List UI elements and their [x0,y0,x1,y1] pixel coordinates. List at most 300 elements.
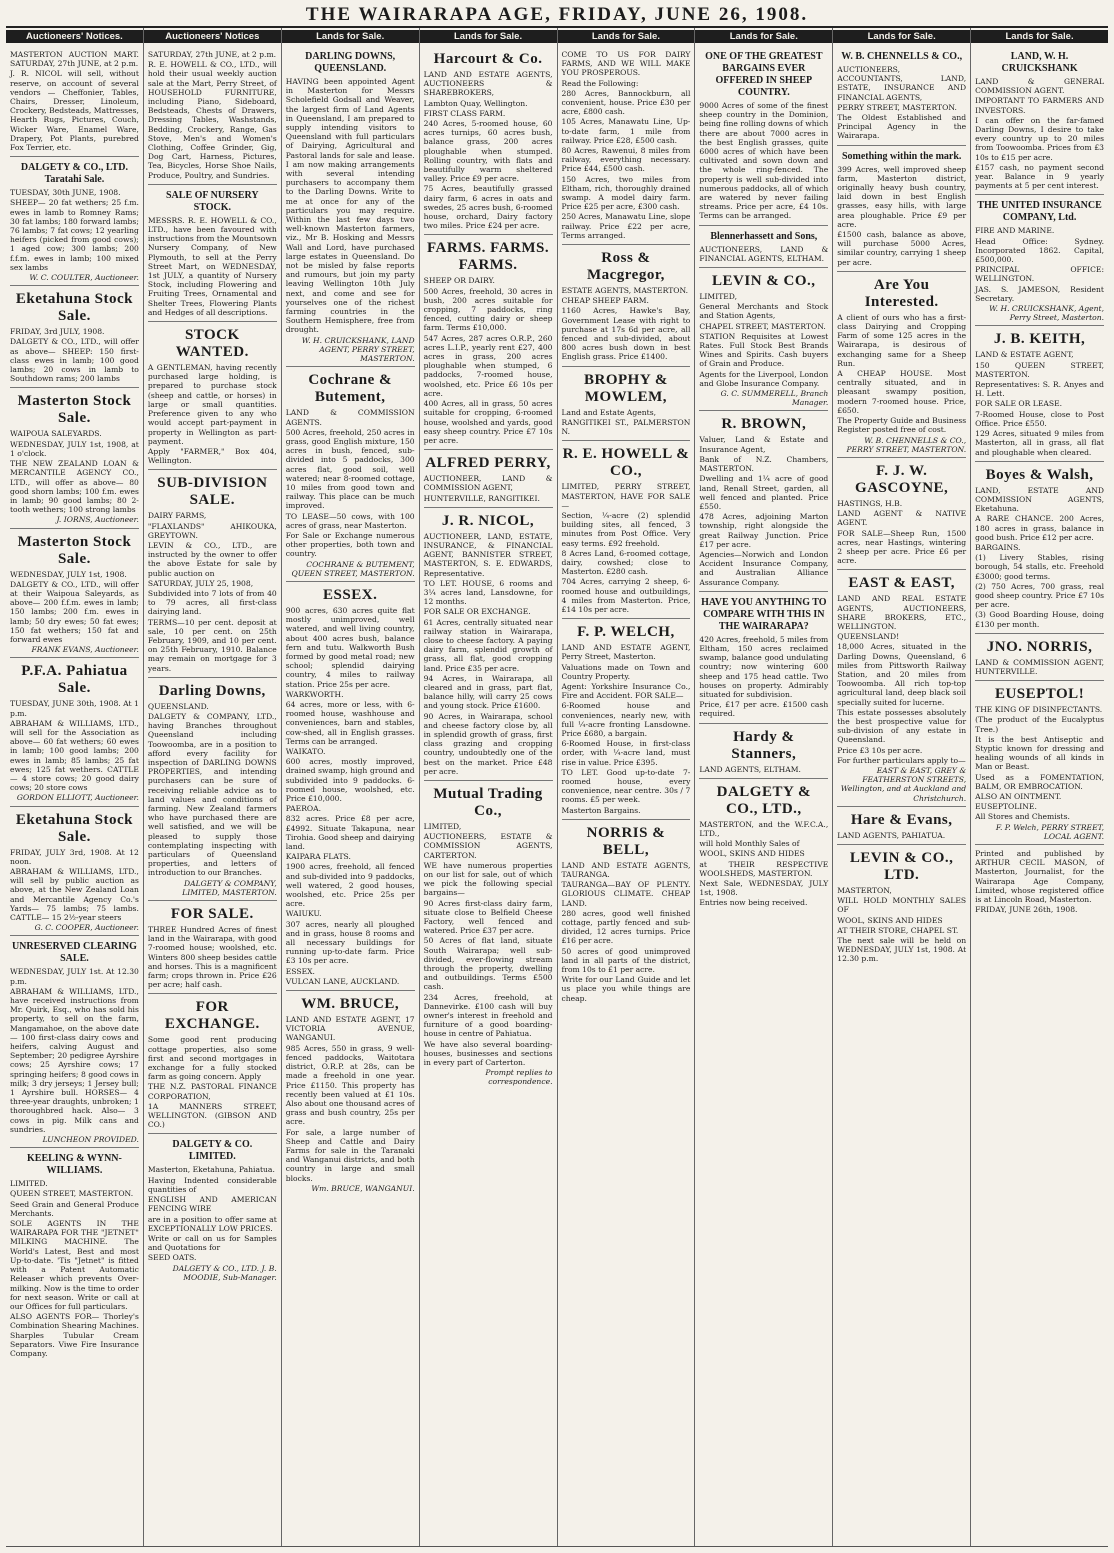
ad-paragraph: COME TO US FOR DAIRY FARMS, AND WE WILL MAKE YOU PROSPEROUS. [561,50,691,78]
ad-paragraph: For Sale or Exchange numerous other properties, both town and country. [285,530,415,559]
ad-paragraph: Read the Following: [561,78,639,88]
advertisement [148,185,277,322]
ad-paragraph: FOR SALE OR EXCHANGE. [423,607,531,617]
ad-title: F. P. WELCH, [577,624,675,641]
ad-title: DALGETY & CO., LTD. Taratahi Sale. [20,162,128,186]
ad-paragraph: 250 Acres, Manawatu Line, slope railway. Price £22 per acre, Terms arranged. [561,212,691,240]
ad-paragraph: LEVIN & CO., LTD., are instructed by the owner to offer the above Estate for sale by public auction on [147,540,277,578]
advertisement [975,681,1104,845]
column-header: Auctioneers' Notices [144,30,281,43]
ad-paragraph: 600 acres, mostly improved, drained swamp, high ground and subdivided into 9 paddocks. 6-roomed house, woolshed, etc. Price £10,000. [285,757,415,804]
ad-paragraph: 90 Acres, in Wairarapa, school and cheese factory close by, all in splendid growth of grass, first class grazing and cropping country, undoubtedly one of the best on the market. Price £48 per acre. [423,711,553,776]
ad-signature: J. IORNS, Auctioneer. [56,515,139,525]
ad-paragraph: HASTINGS, H.B. [837,498,903,508]
ad-title: HAVE YOU ANYTHING TO COMPARE WITH THIS IN THE WAIRARAPA? [701,596,827,632]
column-header: Lands for Sale. [833,30,970,43]
ad-paragraph: A GENTLEMAN, having recently purchased large holding, is prepared to purchase stock (sheep and cattle, or horses) in large or small quantities. Preference given to any who would accept part-payment in property in Wellington as part-payment. [147,363,277,446]
advertisement [837,146,966,272]
ad-paragraph: 18,000 Acres, situated in the Darling Downs, Queensland, 6 miles from Pittsworth Railway Station, and 20 miles from Toowoomba. All rich top-top agricultural land, deep black soil specially suited for lucerne. [837,642,967,707]
ad-paragraph: Valuations made on Town and Country Property. [561,662,691,681]
ad-title: DARLING DOWNS, QUEENSLAND. [305,51,396,74]
ad-paragraph: WAIPOUA SALEYARDS. [10,429,102,439]
ad-paragraph: are in a position to offer same at EXCEPTIONALLY LOW PRICES. [147,1214,277,1233]
ad-paragraph: THE N.Z. PASTORAL FINANCE CORPORATION, [147,1082,277,1101]
ad-paragraph: 500 Acres, freehold, 30 acres in bush, 200 acres suitable for cropping, 7 paddocks, ring fenced, cutting dairy or sheep farm. Terms £10,000. [423,286,553,333]
advertisement [562,820,691,1007]
ad-title: EUSEPTOL! [994,686,1085,703]
ad-paragraph: LAND AND ESTATE AGENT, Perry Street, Masterton. [561,643,691,662]
advertisement [562,46,691,245]
ad-paragraph: LAND AGENTS, ELTHAM. [699,764,801,774]
ad-paragraph: SHEEP— 20 fat wethers; 25 f.m. ewes in lamb to Romney Rams; 30 fat lambs; 180 forward lambs; 76 lambs; 7 fat cows; 12 yearling heifers (picked from good cows); 1 aged cow; 300 lambs; 200 f.f.m. ewes in lamb; 100 mixed sex lambs [10,198,139,272]
ad-paragraph: FOR SALE—Sheep Run, 1500 acres, near Hastings, wintering 2 sheep per acre. Price £6 per acre. [837,528,967,566]
column-5 [558,28,696,1546]
ad-paragraph: Masterton Bargains. [561,805,641,815]
advertisement [10,157,139,286]
ad-paragraph: (The product of the Eucalyptus Tree.) [975,715,1104,734]
advertisement [148,994,277,1134]
advertisement [837,570,966,806]
ad-paragraph: Section, ¼-acre (2) splendid building sites, all fenced, 3 minutes from Post Office. Very easy terms. £92 freehold. [561,510,691,548]
ad-paragraph: WEDNESDAY, JULY 1st. At 12.30 p.m. [10,967,139,986]
ad-paragraph: TUESDAY, 30th JUNE, 1908. [10,188,121,198]
ad-paragraph: TAURANGA—BAY OF PLENTY. GLORIOUS CLIMATE. CHEAP LAND. [561,880,691,908]
column-4 [420,28,558,1546]
ad-signature: FRANK EVANS, Auctioneer. [31,645,139,655]
advertisement [148,46,277,185]
column-6 [695,28,833,1546]
advertisement [10,936,139,1148]
advertisement [424,508,553,781]
ad-paragraph: Subdivided into 7 lots of from 40 to 79 acres, all first-class dairying land. [147,588,277,617]
ad-paragraph: WOOL, SKINS AND HIDES [837,915,943,925]
advertisement [699,226,828,268]
ad-title: W. B. CHENNELLS & CO., [841,51,963,62]
ad-paragraph: The next sale will be held on WEDNESDAY, JULY 1st, 1908. At 12.30 p.m. [837,936,967,964]
ad-paragraph: ALSO AGENTS FOR— Thorley's Combination Shearing Machines. Sharples Tubular Cream Separators. Viwe Fire Insurance Company. [10,1312,139,1358]
ad-paragraph: The Oldest Established and Principal Agency in the Wairarapa. [837,113,967,141]
ad-paragraph: 6-Roomed House, in first-class order, with ¼-acre land, must rise in value. Price £395. [561,739,691,767]
advertisement [699,779,828,912]
ad-paragraph: 985 Acres, 550 in grass, 9 well-fenced paddocks, Waitotara district, O.R.P. at 28s, can be made a freehold in one year. Price £1150. This property has recently been valued at £1 10s. Also about one thousand acres of grass and bush country, 25s per acre. [285,1043,415,1127]
ad-title: Ross & Macgregor, [586,250,665,284]
ad-paragraph: Agents for the Liverpool, London and Globe Insurance Company. [699,369,829,388]
ad-paragraph: AUCTIONEER, LAND, ESTATE, INSURANCE, & FINANCIAL AGENT, BANNISTER STREET, MASTERTON, S. E. EDWARDS, Representative. [423,531,553,578]
ad-paragraph: THE NEW ZEALAND LOAN & MERCANTILE AGENCY CO., LTD., will offer as above— 80 good shorn lambs; 100 f.m. ewes in lamb; 90 good lambs; 80 2-tooth wethers; 100 strong lambs [10,459,139,515]
ad-title: JNO. NORRIS, [986,638,1093,655]
ad-paragraph: 129 Acres, situated 9 miles from Masterton, all in grass, all flat and ploughable when cleared. [975,429,1104,457]
ad-title: DALGETY & CO., LTD., [716,783,811,817]
advertisement [837,458,966,570]
ad-paragraph: RANGITIKEI ST., PALMERSTON N. [561,417,691,437]
ad-title: Something within the mark. [841,150,962,162]
ad-signature: G. C. SUMMERELL, Branch Manager. [720,389,829,408]
ad-paragraph: Lambton Quay, Wellington. [423,98,528,108]
ad-title: EAST & EAST, [848,575,956,592]
ad-signature: Prompt replies to correspondence. [485,1068,553,1087]
ad-paragraph: WARKWORTH. [285,689,344,699]
ad-signature: DALGETY & CO., LTD. J. B. MOODIE, Sub-Manager. [172,1263,277,1282]
ad-paragraph: 50 acres of good unimproved land in all parts of the district, from 10s to £1 per acre. [561,946,691,975]
ad-paragraph: FRIDAY, JULY 3rd, 1908. At 12 noon. [10,847,139,866]
ad-title: NORRIS & BELL, [586,824,666,858]
ad-paragraph: KAIPARA FLATS. [285,852,351,862]
ad-title: Masterton Stock Sale. [17,393,132,427]
ad-title: Hardy & Stanners, [731,728,797,762]
ad-paragraph: LAND & ESTATE AGENT, [975,350,1074,360]
advertisement [699,46,828,226]
ad-paragraph: FRIDAY, JUNE 26th, 1908. [975,905,1078,915]
ad-paragraph: ABRAHAM & WILLIAMS, LTD., will sell for the Association as above— 60 fat wethers; 60 ewes in lamb; 100 good lambs; 200 ewes in lamb; 85 lambs; 25 fat ewes; 125 fat wethers. CATTLE— 4 store cows; 20 good dairy cows; 20 store cows [10,718,139,793]
column-header: Lands for Sale. [971,30,1108,43]
ad-paragraph: AT THEIR STORE, CHAPEL ST. [837,925,959,935]
advertisement [148,901,277,994]
ad-title: KEELING & WYNN-WILLIAMS. [27,1153,122,1177]
advertisement [699,268,828,411]
masthead: THE WAIRARAPA AGE, FRIDAY, JUNE 26, 1908. [6,4,1108,28]
column-header: Auctioneers' Notices. [6,30,143,43]
ad-signature: G. C. COOPER, Auctioneer. [34,923,139,933]
ad-paragraph: 64 acres, more or less, with 6-roomed house, washhouse and conveniences, barn and stables, cow-shed, all in English grasses. Terms can be arranged. [285,699,415,746]
ad-title: STOCK WANTED. [175,327,249,361]
advertisement [975,326,1104,461]
ad-paragraph: SHEEP OR DAIRY. [423,276,495,286]
ad-signature: DALGETY & COMPANY, LIMITED, MASTERTON. [182,878,277,897]
ad-paragraph: Used as a FOMENTATION, BALM, OR EMBROCATION. [975,772,1104,791]
ad-paragraph: LAND AGENT & NATIVE AGENT. [837,509,967,528]
ad-paragraph: HAVING been appointed Agent in Masterton for Messrs Scholefield Godsall and Weaver, the largest firm of Land Agents in Queensland, I am prepared to supply intending visitors to Queensland with full particulars of Dairying, Agricultural and Pastoral lands for sale and lease. I am now making arrangements with several intending purchasers to accompany them to the Darling Downs. Write to me at once for any of the particulars you may require. Within the last few days two well-known Masterton farmers, viz., Mr B. Hosking and Messrs Wall and Lord, have purchased large estates in Queensland. Do not be misled by false reports and rumours, but join my party leaving Wellington 10th July next, and come and see for yourselves one of the richest farming countries in the Southern Hemisphere, free from drought. [285,77,415,335]
ad-signature: W. H. CRUICKSHANK, Agent, Perry Street, Masterton. [989,304,1104,323]
ad-paragraph: WAIKATO. [285,747,326,756]
ad-paragraph: LIMITED, [423,822,462,831]
advertisement [286,367,415,582]
advertisement [148,1134,277,1284]
advertisement [699,592,828,724]
advertisement [837,807,966,845]
ad-title: Boyes & Walsh, [985,466,1094,483]
ad-paragraph: 400 Acres, all in grass, 50 acres suitable for cropping, 6-roomed house, woolshed and yards, good easy sheep country. Price £7 10s per acre. [423,399,553,445]
ad-title: LEVIN & CO., LTD. [849,850,954,883]
advertisement [286,46,415,367]
ad-paragraph: 1160 Acres, Hawke's Bay, Government Lease with right to purchase at 17s 6d per acre, all fenced and sub-divided, about 800 acres bush down in best English grass. Price £1400. [561,306,691,362]
ad-paragraph: All Stores and Chemists. [975,812,1070,822]
column-3 [282,28,420,1546]
ad-paragraph: Write for our Land Guide and let us place you while things are cheap. [561,975,691,1003]
ad-paragraph: 6-Roomed house and conveniences, nearly new, with full ¼-acre fronting Lansdowne. Price £680, a bargain. [561,701,691,738]
column-8 [971,28,1108,1546]
ad-paragraph: It is the best Antiseptic and Styptic known for dressing and healing wounds of all kinds in Man or Beast. [975,734,1104,772]
ad-paragraph: PERRY STREET, MASTERTON. [837,102,957,112]
column-header: Lands for Sale. [420,30,557,43]
ad-paragraph: MASTERTON AUCTION MART. SATURDAY, 27th JUNE, at 2 p.m. [10,50,139,69]
ad-paragraph: EUSEPTOLINE. [975,802,1037,812]
ad-paragraph: LIMITED, [699,292,738,302]
ad-signature: GORDON ELLIOTT, Auctioneer. [16,793,139,803]
ad-title: Are You Interested. [864,276,939,310]
advertisement [424,46,553,235]
ad-paragraph: 90 Acres first-class dairy farm, situate close to Belfield Cheese Factory, well fenced and watered. Price £37 per acre. [423,898,553,936]
ad-paragraph: LAND AND ESTATE AGENTS, TAURANGA. [561,860,691,879]
ad-paragraph: Agent: Yorkshire Insurance Co., Fire and Accident. FOR SALE— [561,681,691,701]
ad-paragraph: CHEAP SHEEP FARM. [561,296,649,306]
ad-paragraph: 280 Acres, Bannockburn, all convenient, house. Price £30 per acre, £800 cash. [561,88,691,117]
ad-paragraph: 832 acres. Price £8 per acre, £4992. Situate Takapuna, near Tirohia. Good sheep and dairying land. [285,814,415,852]
ad-paragraph: DALGETY & CO., LTD., will offer as above— SHEEP: 150 first-class ewes in lamb; 100 good lambs; 20 cows in lamb to Southdown rams; 200 lambs [10,337,139,384]
advertisement [699,411,828,591]
advertisement [10,807,139,937]
advertisement [286,991,415,1196]
ad-paragraph: "FLAXLANDS" AHIKOUKA, GREYTOWN. [147,521,277,540]
column-1 [6,28,144,1546]
ad-paragraph: 150 QUEEN STREET, MASTERTON. [975,360,1104,379]
advertisement [424,235,553,450]
ad-title: ONE OF THE GREATEST BARGAINS EVER OFFERED IN SHEEP COUNTRY. [705,51,823,98]
advertisement [10,529,139,659]
ad-paragraph: TO LEASE—50 cows, with 100 acres of grass, near Masterton. [285,511,415,530]
column-2 [144,28,282,1546]
ad-paragraph: ABRAHAM & WILLIAMS, LTD., have received instructions from Mr. Quirk, Esq., who has sold his property, to sell on the farm, Mangamahoe, on the above date— 100 first-class dairy cows and heifers, calving August and September; 20 pedigree Ayrshire cows; 25 Ayrshire cows; 17 springing heifers; 8 good cows in milk; 3 dry jerseys; 1 Jersey bull; 1 Ayrshire bull. HORSES— 4 three-year draughts, unbroken; 1 thoroughbred hack. Also— 3 cows in pig. Milk cans and sundries. [10,986,139,1134]
ad-paragraph: Masterton, Eketahuna, Pahiatua. [147,1165,275,1175]
ad-paragraph: WILL HOLD MONTHLY SALES OF [837,896,967,915]
ad-paragraph: will hold Monthly Sales of [699,839,800,849]
ad-signature: W. C. COULTER, Auctioneer. [29,273,139,283]
ad-paragraph: WEDNESDAY, JULY 1st, 1908. [10,569,127,579]
ad-paragraph: 7-Roomed House, close to Post Office. Price £550. [975,409,1104,428]
ad-paragraph: Representatives: S. R. Anyes and H. Lett. [975,380,1104,399]
ad-paragraph: Agencies—Norwich and London Accident Insurance Company, and Australian Alliance Assurance Company. [699,549,829,587]
ad-paragraph: DAIRY FARMS, [147,511,207,521]
advertisement [10,388,139,528]
ad-paragraph: 500 Acres, freehold, 250 acres in grass, good English mixture, 150 acres in bush, fenced, sub-divided into 5 paddocks, 300 acres flat, good soil, well watered; near 8-roomed cottage, 10 miles from good town and railway. This place can be much improved. [285,427,415,511]
ad-paragraph: Bank of N.Z. Chambers, MASTERTON. [699,454,829,474]
ad-title: ESSEX. [323,586,378,603]
ad-paragraph: £1500 cash, balance as above, will purchase 5000 Acres, similar country, carrying 1 sheep per acre. [837,230,967,267]
ad-paragraph: WOOL, SKINS AND HIDES [699,849,805,859]
ad-title: P.F.A. Pahiatua Sale. [21,663,128,697]
ad-paragraph: Some good rent producing cottage properties, also some first and second mortgages in exchange for a fully stocked farm as going concern. Apply [147,1035,277,1082]
ad-paragraph: 94 Acres, in Wairarapa, all cleared and in grass, part flat, balance hilly, will carry 25 cows and young stock. Price £1600. [423,673,553,711]
ad-title: ALFRED PERRY, [425,455,551,472]
ad-paragraph: 280 acres, good well finished cottage, partly fenced and sub-divided, 12 acres turnips. Price £16 per acre. [561,908,691,946]
ad-title: Blennerhassett and Sons, [710,230,818,242]
ad-paragraph: MESSRS. R. E. HOWELL & CO., LTD., have been favoured with instructions from the Mountsown Nursery Company, of New Plymouth, to sell at the Perry Street Mart, on WEDNESDAY, 1st JULY, a quantity of Nursery Stock, including Flowering and Fruiting Trees, Ornamental and Shelter Trees, Flowering Plants and Hedges of all descriptions. [147,215,277,317]
ad-paragraph: 50 Acres of flat land, situate South Wairarapa; well sub-divided, ever-flowing stream through the property, dwelling and outbuildings. Terms £500 cash. [423,936,553,992]
ad-paragraph: We have also several boarding-houses, businesses and sections in every part of Carterton. [423,1039,553,1068]
ad-paragraph: Valuer, Land & Estate and Insurance Agent, [699,435,829,454]
ad-paragraph: ALSO AN OINTMENT. [975,791,1062,801]
advertisement [148,322,277,470]
ad-paragraph: This estate possesses absolutely the best prospective value for sub-division of any estate in Queensland. [837,707,967,745]
ad-paragraph: Land and Estate Agents, [561,407,656,417]
ad-paragraph: General Merchants and Stock and Station Agents, [699,302,829,321]
ad-paragraph: STATION Requisites at Lowest Rates. Full Stock Best Brands Wines and Spirits. Cash buyers of Grain and Produce. [699,331,829,369]
ad-title: FARMS. FARMS. FARMS. [426,240,550,274]
advertisement [975,195,1104,326]
ad-paragraph: (1) Livery Stables, rising borough, 54 stalls, etc. Freehold £3000; good terms. [975,553,1104,581]
ad-paragraph: AUCTIONEERS, ACCOUNTANTS, LAND, ESTATE, INSURANCE AND FINANCIAL AGENTS, [837,65,967,102]
advertisement [837,845,966,968]
ad-paragraph: SEED OATS. [147,1253,197,1263]
ad-paragraph: QUEEN STREET, MASTERTON. [10,1189,134,1199]
ad-title: Cochrane & Butement, [308,372,393,406]
ad-title: THE UNITED INSURANCE COMPANY, Ltd. [977,200,1102,224]
ad-paragraph: MASTERTON, and the W.F.C.A., LTD., [699,819,829,838]
ad-signature: COCHRANE & BUTEMENT, QUEEN STREET, MASTERTON. [291,559,415,578]
ad-paragraph: LAND & COMMISSION AGENTS. [285,408,415,427]
ad-signature: EAST & EAST, GREY & FEATHERSTON STREETS, Wellington, and at Auckland and Christchurch. [840,765,967,803]
ad-paragraph: ABRAHAM & WILLIAMS, LTD., will sell by public auction as above, at the New Zealand Loan and Mercantile Agency Co.'s Yards— 75 lambs; 75 lambs. CATTLE— 15 2½-year steers [10,866,139,922]
ad-paragraph: PRINCIPAL OFFICE: WELLINGTON. [975,265,1104,284]
ad-paragraph: JAS. S. JAMESON, Resident Secretary. [975,284,1104,303]
ad-paragraph: 105 Acres, Manawatu Line, Up-to-date farm, 1 mile from railway. Price £28, £500 cash. [561,117,691,145]
ad-paragraph: Head Office: Sydney. Incorporated 1862. Capital, £500,000. [975,236,1104,265]
ad-paragraph: 240 Acres, 5-roomed house, 60 acres turnips, 60 acres bush, balance grass, 200 acres ploughable when stumped. Rolling country, with flats and beautifully warm sheltered valley. Price £9 per acre. [423,119,553,184]
ad-paragraph: 420 Acres, freehold, 5 miles from Eltham, 150 acres reclaimed swamp, balance good undulating country; now wintering 600 sheep and 175 head cattle. Two houses on property. Admirably situated for subdivision. [699,634,829,699]
ad-paragraph: For further particulars apply to— [837,755,966,765]
ad-paragraph: (2) 750 Acres, 700 grass, real good sheep country. Price £7 10s per acre. [975,581,1104,610]
advertisement [975,46,1104,195]
ad-paragraph: VULCAN LANE, AUCKLAND. [285,976,400,986]
ad-title: LAND, W. H. CRUICKSHANK [1001,51,1078,74]
ad-paragraph: R. E. HOWELL & CO., LTD., will hold their usual weekly auction sale at the Mart, Perry Street, of HOUSEHOLD FURNITURE, including Piano, Sideboard, Bedsteads, Chests of Drawers, Dressing Tables, Washstands, Bedding, Crockery, Range, Gas Stove, Men's and Women's Clothing, Coffee Grinder, Gig, Dog Cart, Harness, Pictures, Tea, Bicycles, Horse Shoe Nails, Produce, Poultry, and Sundries. [147,60,277,180]
column-header: Lands for Sale. [282,30,419,43]
ad-paragraph: Next Sale, WEDNESDAY, JULY 1st, 1908. [699,878,829,898]
ad-paragraph: A client of ours who has a first-class Dairying and Cropping Farm of some 125 acres in the Wairarapa, is desirous of exchanging same for a Sheep Run. [837,312,967,368]
ad-title: Mutual Trading Co., [433,786,543,819]
advertisement [148,678,277,901]
ad-title: BROPHY & MOWLEM, [584,371,668,405]
ad-paragraph: THE KING OF DISINFECTANTS. [975,705,1103,715]
ad-paragraph: LAND AGENTS, PAHIATUA. [837,830,946,840]
ad-title: UNRESERVED CLEARING SALE. [11,941,137,965]
ad-signature: W. H. CRUICKSHANK, LAND AGENT, PERRY STREET, MASTERTON. [301,335,415,364]
ad-paragraph: 80 Acres, Rawenui, 8 miles from railway, everything necessary. Price £44, £500 cash. [561,146,691,174]
ad-paragraph: For sale, a large number of Sheep and Cattle and Dairy Farms for sale in the Taranaki and Wanganui districts, and both country in large and small blocks. [285,1127,415,1183]
advertisement [975,845,1104,918]
advertisement [975,634,1104,681]
ad-paragraph: FIRE AND MARINE. [975,226,1055,236]
advertisement [837,272,966,458]
ad-paragraph: Apply "FARMER," Box 404, Wellington. [147,446,277,466]
ad-paragraph: WAIUKU. [285,909,322,919]
ad-paragraph: ESSEX. [285,966,315,976]
ad-paragraph: LAND AND ESTATE AGENTS, AUCTIONEERS & SHAREBROKERS, [423,70,553,98]
ad-paragraph: 1900 acres, freehold, all fenced and sub-divided into 9 paddocks, well watered, 2 good houses, woolshed, etc. Price 25s per acre. [285,862,415,909]
ad-paragraph: Dwelling and 1¼ acre of good land, Renall Street, garden, all well fenced and planted. Price £550. [699,474,829,511]
advertisement [975,462,1104,634]
ad-paragraph: (3) Good Boarding House, doing £130 per month. [975,610,1104,629]
ad-paragraph: ESTATE AGENTS, MASTERTON. [561,286,689,296]
ad-signature: W. B. CHENNELLS & CO., PERRY STREET, MASTERTON. [846,435,967,454]
advertisement [562,619,691,820]
ad-paragraph: £157 cash, no payment second year. Balance in 9 yearly payments at 5 per cent interest. [975,162,1104,191]
ad-paragraph: MASTERTON, [837,886,892,895]
ad-paragraph: Seed Grain and General Produce Merchants. [10,1199,139,1218]
ad-paragraph: ENGLISH AND AMERICAN FENCING WIRE [147,1195,277,1214]
ad-paragraph: SOLE AGENTS IN THE WAIRARAPA FOR THE "JETNET" MILKING MACHINE. The World's Latest, Best and most Up-to-date. 'Tis "Jetnet" is fitted with a Patent Automatic Releaser which prevents Over-milking. Now is the time to order for next season. Write or call at our Offices for full particulars. [10,1219,139,1311]
ad-title: F. J. W. GASCOYNE, [855,462,949,496]
ad-title: SALE OF NURSERY STOCK. [165,189,259,213]
ad-paragraph: 234 Acres, freehold, at Dannevirke. £100 cash will buy owner's interest in freehold and furniture of a good boarding-house in centre of Pahiatua. [423,992,553,1039]
ad-paragraph: Having Indented considerable quantities of [147,1175,277,1194]
ad-paragraph: 307 acres, nearly all ploughed and in grass, house 8 rooms and all necessary buildings for running up-to-date farm. Price £3 10s per acre. [285,919,415,966]
ad-paragraph: LAND AND REAL ESTATE AGENTS, AUCTIONEERS, SHARE BROKERS, ETC., WELLINGTON. [837,594,967,631]
ad-paragraph: FIRST CLASS FARM. [423,108,506,118]
advertisement [286,582,415,991]
ad-paragraph: QUEENSLAND. [147,701,209,711]
advertisement [699,724,828,779]
ad-paragraph: DALGETY & CO., LTD., will offer at their Waipoua Saleyards, as above— 200 f.f.m. ewes in lamb; 150 lambs; 200 f.m. ewes in lamb; 50 dry ewes; 50 fat ewes; 150 fat wethers; 150 fat and forward ewes [10,579,139,644]
ad-title: DALGETY & CO. LIMITED. [172,1139,253,1163]
advertisement [562,245,691,367]
ad-paragraph: HUNTERVILLE, RANGITIKEI. [423,493,540,503]
ad-title: R. E. HOWELL & CO., [562,446,690,480]
ad-paragraph: TO LET. Good up-to-date 7-roomed house, every convenience, near centre. 30s / 7 rooms. £5 per week. [561,767,691,805]
ad-paragraph: AUCTIONEERS, ESTATE & COMMISSION AGENTS, CARTERTON. [423,832,553,860]
ad-paragraph: 399 Acres, well improved sheep farm, Masterton district, originally heavy bush country, laid down in best English grasses, easy hills, with large area ploughable. Price £9 per acre. [837,164,967,229]
ad-title: Hare & Evans, [850,811,953,828]
ad-paragraph: LAND & COMMISSION AGENT, HUNTERVILLE. [975,657,1104,676]
ad-signature: Wm. BRUCE, WANGANUI. [311,1183,415,1193]
ad-paragraph: A RARE CHANCE. 200 Acres, 180 acres in grass, balance in good bush. Price £12 per acre. [975,514,1104,542]
ad-title: J. R. NICOL, [441,512,535,529]
ad-title: Harcourt & Co. [433,51,543,67]
advertisement [562,367,691,442]
ad-paragraph: LIMITED, PERRY STREET, MASTERTON, HAVE FOR SALE— [561,482,691,510]
advertisement [424,781,553,1090]
ad-signature: LUNCHEON PROVIDED. [42,1135,139,1145]
advertisement [837,46,966,146]
ad-paragraph: A CHEAP HOUSE. Most centrally situated, and in pleasant swampy position, modern 7-roomed house. Price, £650. [837,369,967,415]
columns [6,28,1108,1547]
ad-paragraph: IMPORTANT TO FARMERS AND INVESTORS. [975,96,1104,115]
ad-paragraph: AUCTIONEERS, LAND & FINANCIAL AGENTS, ELTHAM. [699,244,829,263]
column-header: Lands for Sale. [695,30,832,43]
ad-paragraph: WE have numerous properties on our list for sale, out of which we pick the following special bargains— [423,860,553,898]
ad-paragraph: TUESDAY, JUNE 30th, 1908. At 1 p.m. [10,699,139,718]
ad-paragraph: TO LET. HOUSE, 6 rooms and 3¼ acres land, Lansdowne, for 12 months. [423,578,553,607]
ad-paragraph: PAEROA. [285,804,322,814]
ad-title: FOR EXCHANGE. [164,999,260,1033]
ad-paragraph: 1A MANNERS STREET, WELLINGTON. (GIBSON AND CO.) [147,1101,277,1130]
ad-paragraph: Write or call on us for Samples and Quotations for [147,1233,277,1253]
ad-paragraph: 547 Acres, 287 acres O.R.P., 260 acres L.I.P., yearly rent £27, 400 acres in grass, 200 acres ploughable when stumped, 6 paddocks, 7-roomed house, woolshed, etc. Price £6 10s per acre. [423,333,553,398]
ad-paragraph: I can offer on the far-famed Darling Downs, I desire to take every country up to 20 miles from Toowoomba. Prices from £3 10s to £15 per acre. [975,115,1104,162]
ad-paragraph: Price, £17 per acre. £1500 cash required. [699,700,829,719]
advertisement [148,470,277,677]
column-header: Lands for Sale. [558,30,695,43]
advertisement [562,441,691,619]
ad-signature: F. P. Welch, PERRY STREET, LOCAL AGENT. [995,822,1104,841]
ad-title: SUB-DIVISION SALE. [157,475,268,509]
ad-paragraph: Price £3 10s per acre. [837,745,923,755]
ad-paragraph: at THEIR RESPECTIVE WOOLSHEDS, MASTERTON. [699,859,829,878]
ad-title: LEVIN & CO., [712,273,816,290]
advertisement [10,46,139,157]
advertisement [10,1148,139,1362]
ad-paragraph: CHAPEL STREET, MASTERTON. [699,321,826,331]
ad-paragraph: BARGAINS. [975,542,1021,552]
ad-paragraph: LAND & GENERAL COMMISSION AGENT. [975,77,1104,96]
ad-paragraph: 900 acres, 630 acres quite flat mostly unimproved, well watered, and well living country, about 400 acres bush, balance fern and tutu. Walkworth Bush formed by good metal road; new school; splendid dairying country, 4 miles to railway station. Price 25s per acre. [285,605,415,689]
ad-paragraph: FOR SALE OR LEASE. [975,399,1063,409]
advertisement [424,450,553,508]
ad-paragraph: LAND AND ESTATE AGENT, 17 VICTORIA AVENUE, WANGANUI. [285,1015,415,1043]
ad-paragraph: 704 Acres, carrying 2 sheep, 6-roomed house and outbuildings, 4 miles from Masterton. Price, £14 10s per acre. [561,577,691,614]
ad-paragraph: AUCTIONEER, LAND & COMMISSION AGENT, [423,474,553,493]
ad-paragraph: 478 Acres, adjoining Marton township, right alongside the great Railway Junction. Price £17 per acre. [699,512,829,549]
ad-paragraph: LIMITED. [10,1179,48,1189]
